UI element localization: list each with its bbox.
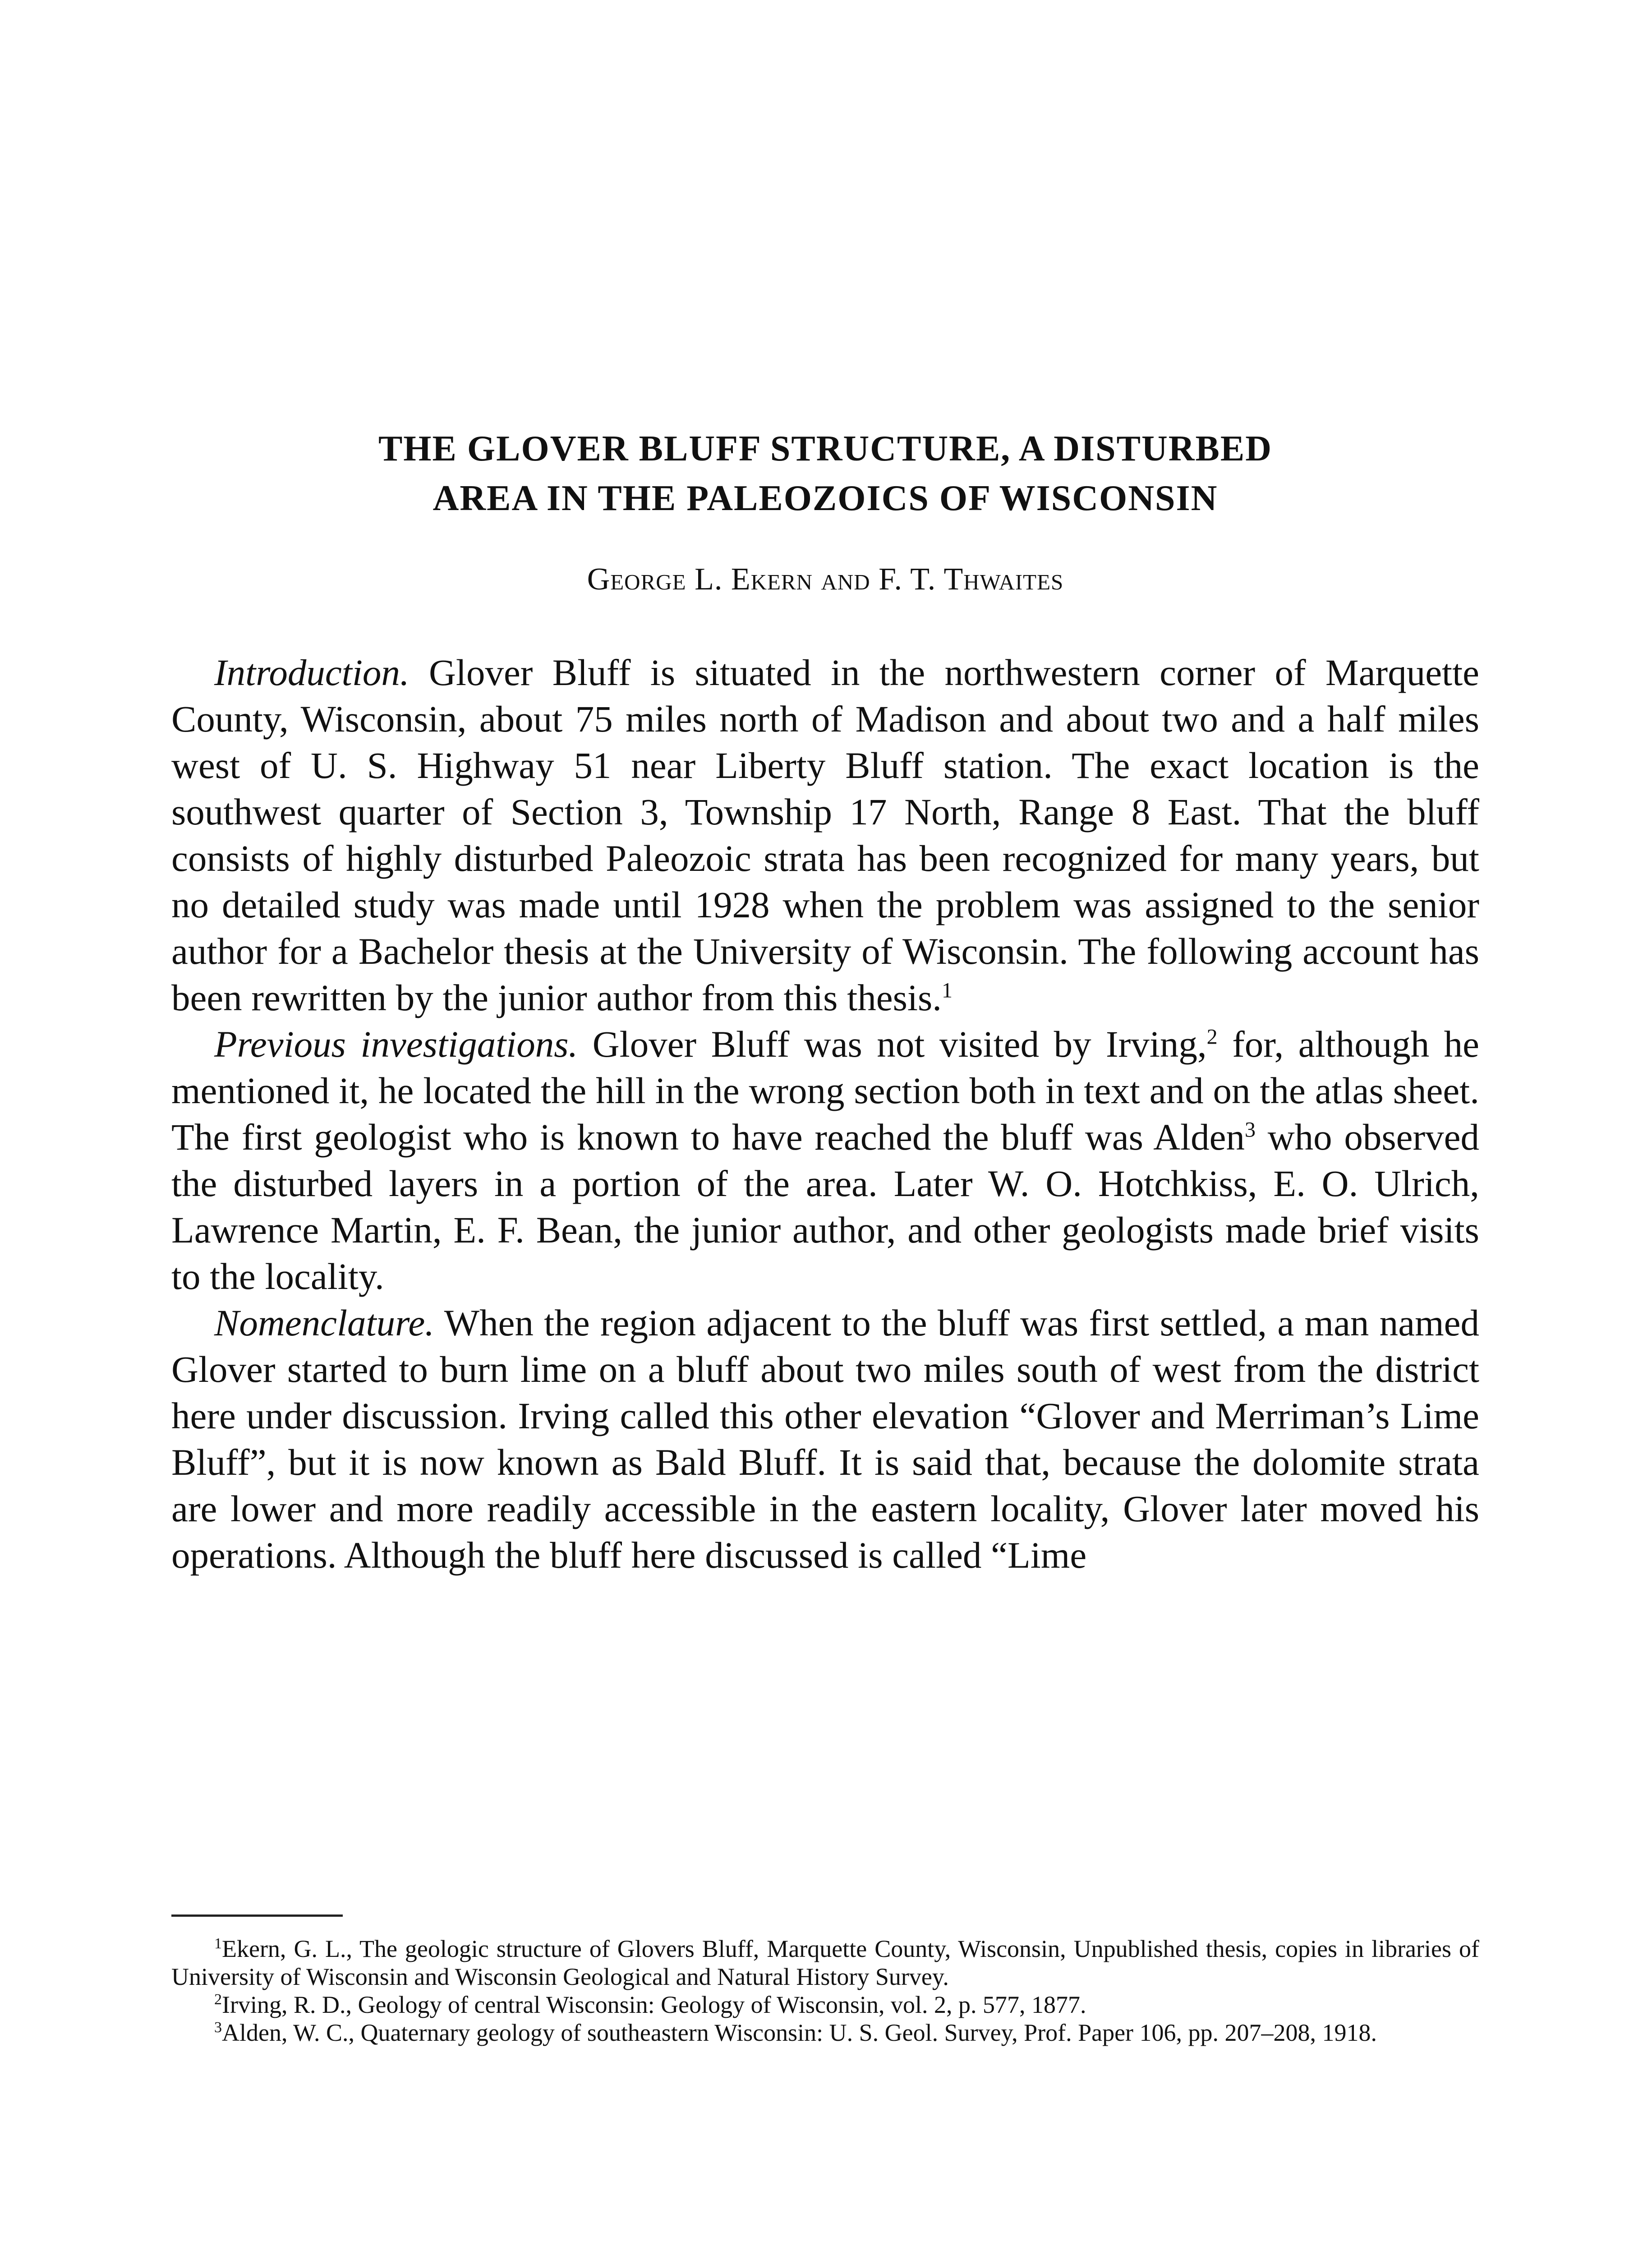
section-heading-nomenclature: Nomenclature. [214,1302,434,1344]
section-heading-previous-investigations: Previous investigations. [214,1023,578,1065]
footnote-text: Irving, R. D., Geology of central Wisconsin: Geology of Wisconsin, vol. 2, p. 577, 1877. [222,1991,1086,2018]
article-title-line-1: THE GLOVER BLUFF STRUCTURE, A DISTURBED [378,429,1273,469]
paragraph-introduction [171,649,1479,1021]
footnotes [171,1935,1479,2047]
paragraph-previous-investigations [171,1021,1479,1300]
footnote-1 [171,1935,1479,1991]
footnote-text: Alden, W. C., Quaternary geology of southeastern Wisconsin: U. S. Geol. Survey, Prof. Paper 106, pp. 207–208, 1918. [222,2019,1377,2046]
section-heading-introduction: Introduction. [214,652,410,693]
footnote-ref-1: 1 [942,978,953,1003]
paragraph-text: who observed the disturbed layers in a portion of the area. Later W. O. Hotchkiss, E. O. Ulrich, Lawrence Martin, E. F. Bean, the junior author, and other geologists made brief visits to the locality. [171,1116,1479,1297]
article-title-line-2: AREA IN THE PALEOZOICS OF WISCONSIN [433,479,1218,518]
article-body [171,649,1479,1578]
footnote-marker: 2 [214,1991,222,2008]
paragraph-text: Glover Bluff is situated in the northwestern corner of Marquette County, Wisconsin, about 75 miles north of Madison and about two and a half miles west of U. S. Highway 51 near Liberty Bluff station. The exact location is the southwest quarter of Section 3, Township 17 North, Range 8 East. That the bluff consists of highly disturbed Paleozoic strata has been recognized for many years, but no detailed study was made until 1928 when the problem was assigned to the senior author for a Bachelor thesis at the University of Wisconsin. The following account has been rewritten by the junior author from this thesis. [171,652,1479,1018]
footnote-text: Ekern, G. L., The geologic structure of Glovers Bluff, Marquette County, Wisconsin, Unpublished thesis, copies in libraries of University of Wisconsin and Wisconsin Geological and Natural History Survey. [171,1935,1479,1990]
paragraph-text: When the region adjacent to the bluff was first settled, a man named Glover started to burn lime on a bluff about two miles south of west from the district here under discussion. Irving called this other elevation “Glover and Merriman’s Lime Bluff”, but it is now known as Bald Bluff. It is said that, because the dolomite strata are lower and more readily accessible in the eastern locality, Glover later moved his operations. Although the bluff here discussed is called “Lime [171,1302,1479,1576]
footnote-ref-3: 3 [1244,1118,1256,1142]
paragraph-text: for, although he mentioned it, he located the hill in the wrong section both in text and on the atlas sheet. The first geologist who is known to have reached the bluff was Alden [171,1023,1479,1158]
paragraph-nomenclature [171,1300,1479,1578]
footnote-marker: 3 [214,2019,222,2036]
paragraph-text: Glover Bluff was not visited by Irving, [578,1023,1207,1065]
author-line: George L. Ekern and F. T. Thwaites [587,562,1064,597]
footnote-ref-2: 2 [1206,1025,1218,1049]
footnote-2 [171,1991,1479,2019]
footnote-rule [171,1914,343,1917]
footnote-3 [171,2019,1479,2047]
footnote-marker: 1 [214,1935,222,1952]
